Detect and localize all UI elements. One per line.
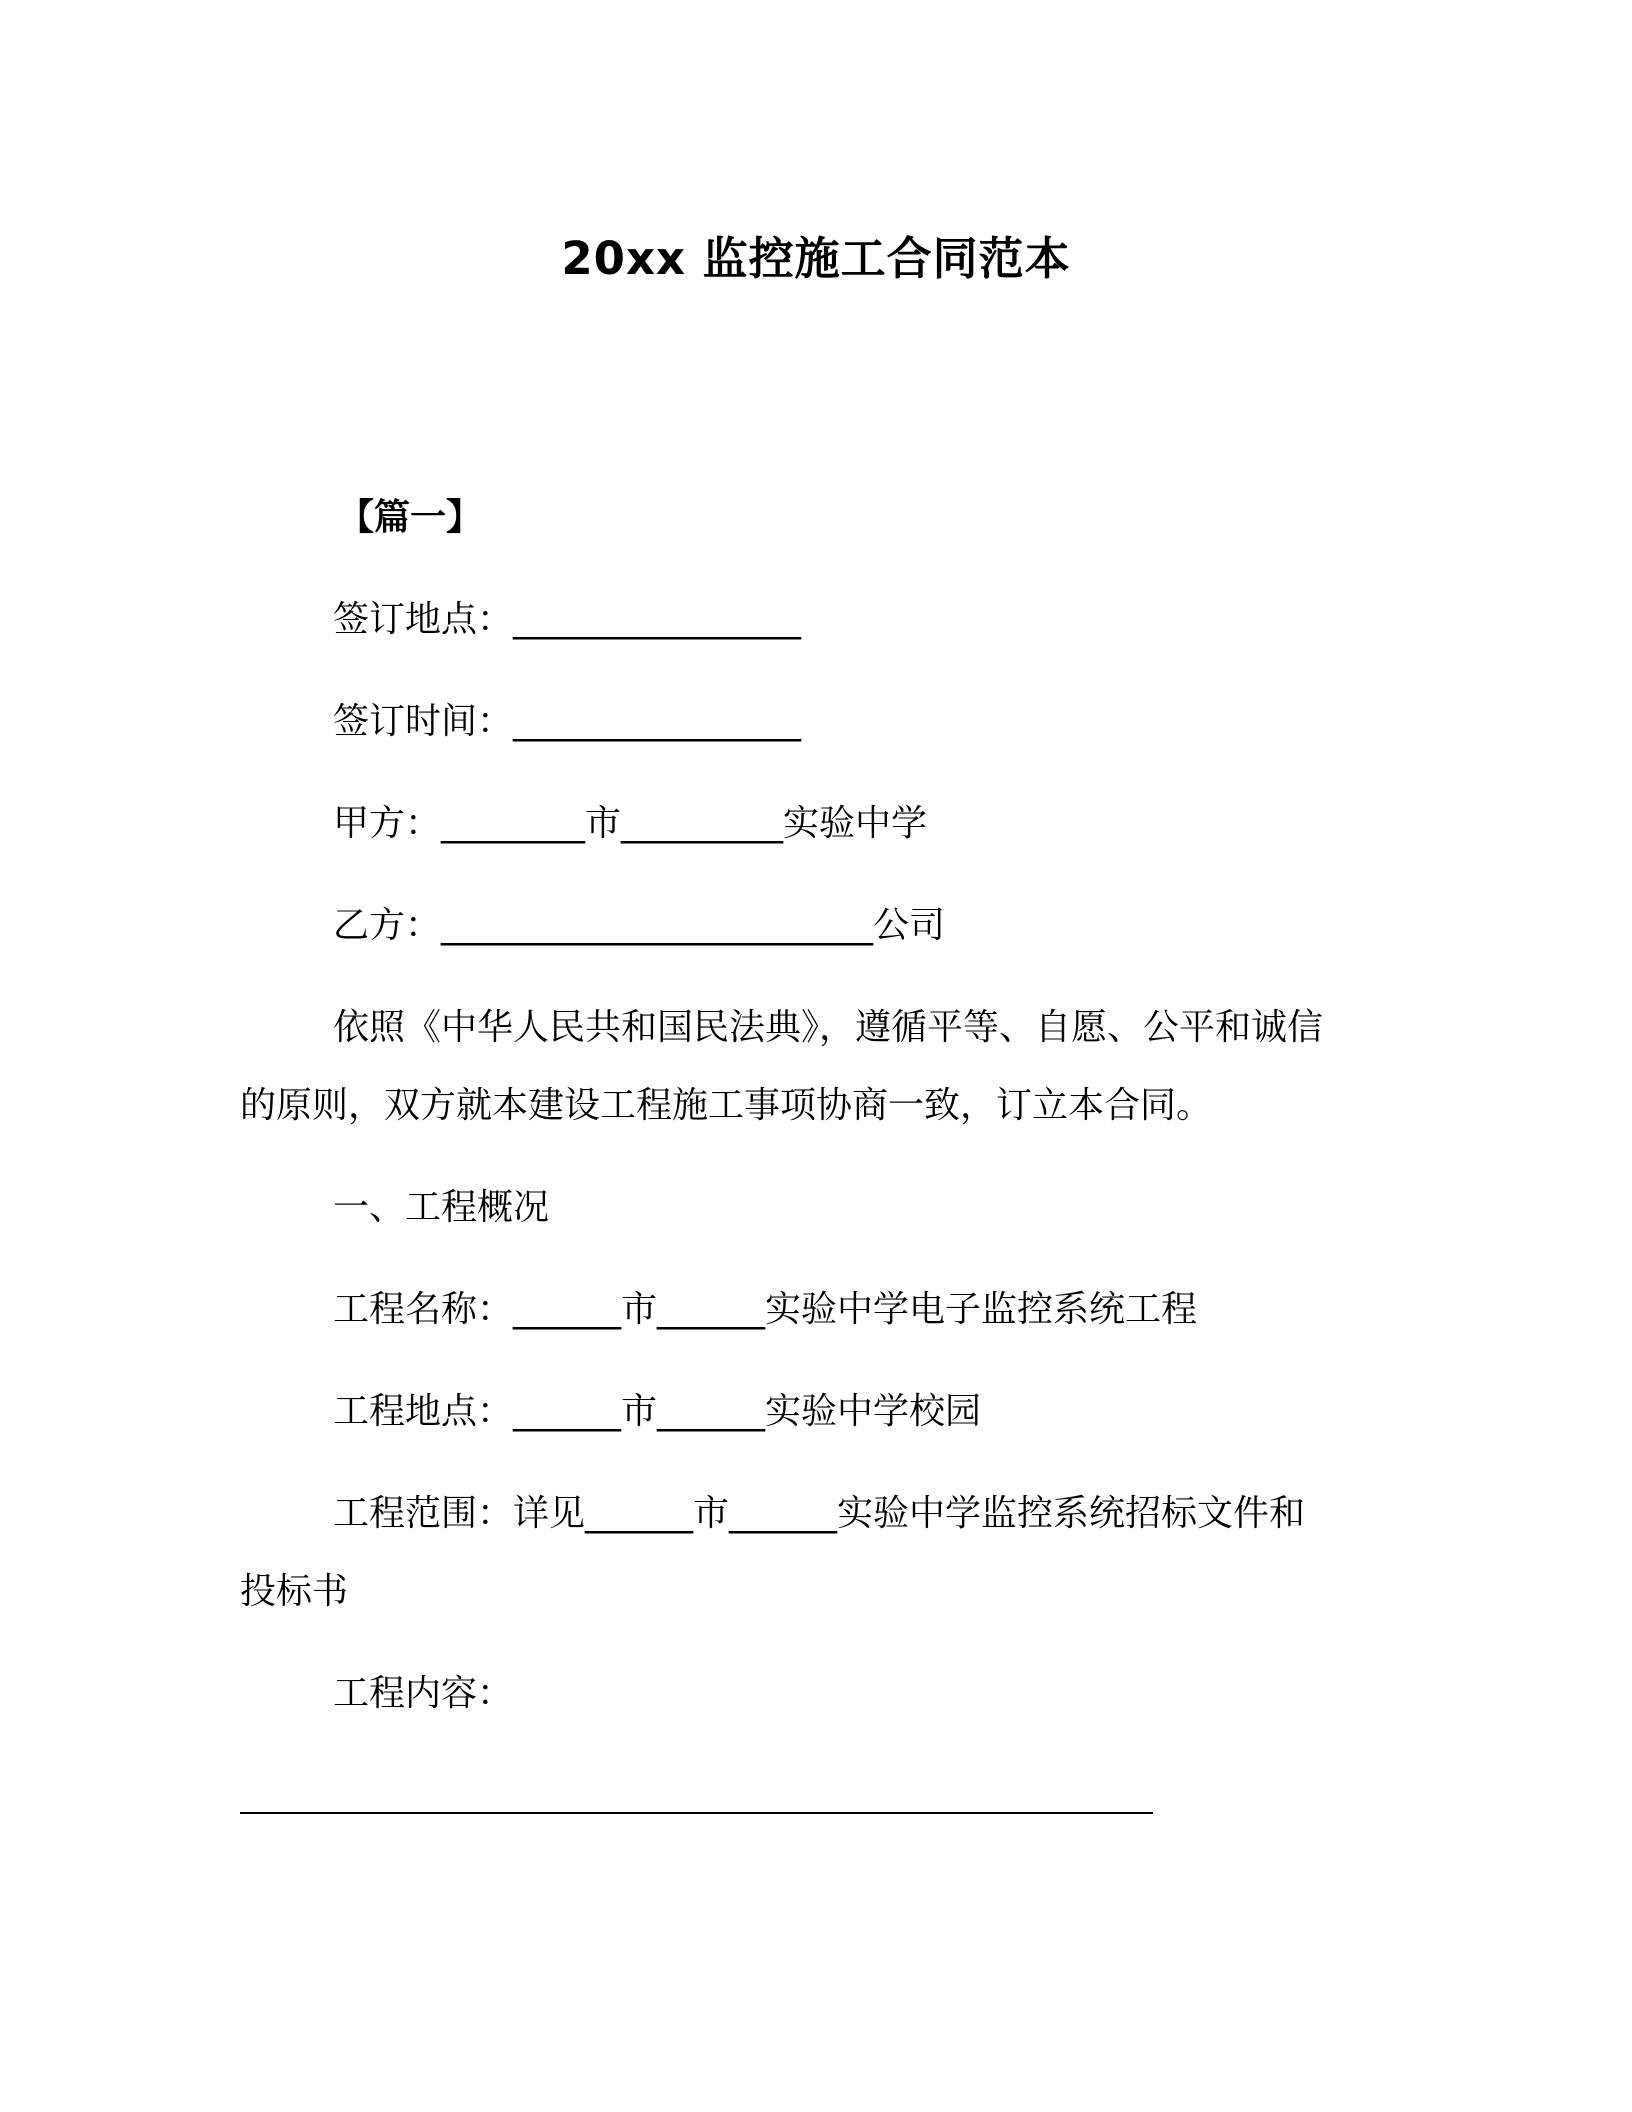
project-name-line: 工程名称：______市______实验中学电子监控系统工程 — [333, 1289, 1198, 1330]
sign-time-line: 签订时间：________________ — [333, 701, 802, 742]
document-title: 20xx 监控施工合同范本 — [561, 232, 1071, 285]
sign-place-line: 签订地点：________________ — [333, 599, 802, 640]
party-b-line: 乙方：________________________公司 — [333, 905, 946, 946]
blank-fill-line — [240, 1812, 1153, 1814]
project-scope-line-2: 投标书 — [240, 1571, 349, 1612]
party-a-line: 甲方：________市_________实验中学 — [333, 803, 928, 844]
project-content-label: 工程内容： — [333, 1673, 514, 1714]
project-location-line: 工程地点：______市______实验中学校园 — [333, 1391, 982, 1432]
project-scope-line-1: 工程范围：详见______市______实验中学监控系统招标文件和 — [333, 1493, 1306, 1534]
preamble-line-2: 的原则，双方就本建设工程施工事项协商一致，订立本合同。 — [240, 1085, 1213, 1126]
section-heading: 一、工程概况 — [333, 1187, 550, 1228]
preamble-line-1: 依照《中华人民共和国民法典》，遵循平等、自愿、公平和诚信 — [333, 1007, 1324, 1048]
section-mark: 【篇一】 — [338, 497, 483, 538]
